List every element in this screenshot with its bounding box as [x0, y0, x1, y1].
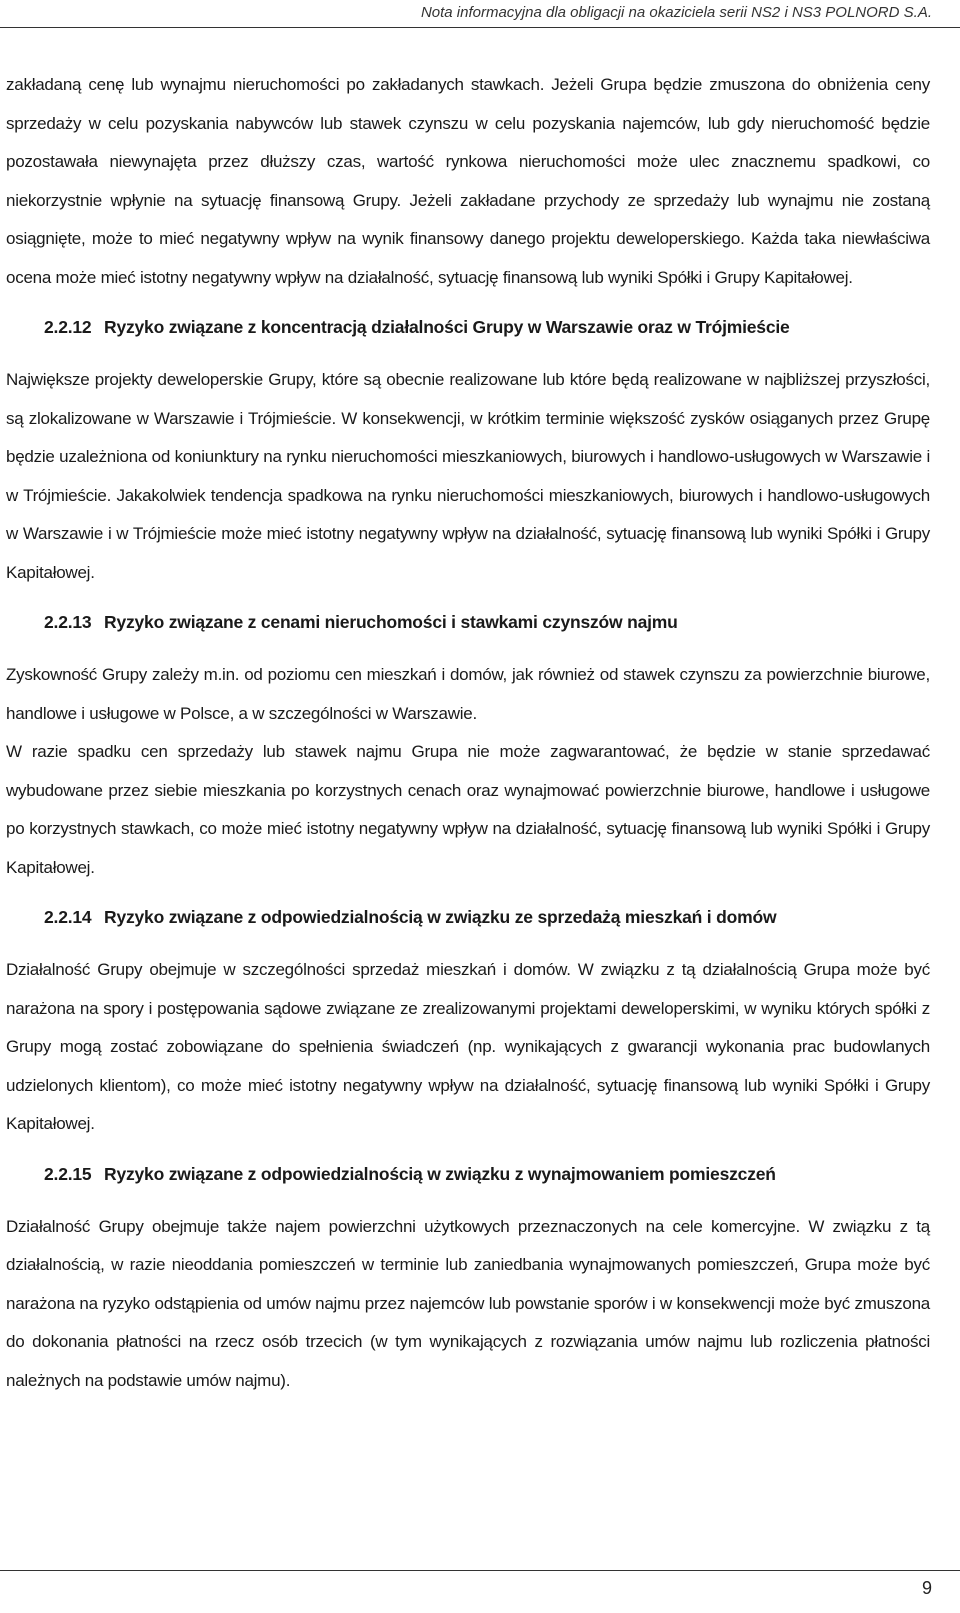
section-2-2-12: [6, 307, 930, 592]
paragraph: W razie spadku cen sprzedaży lub stawek najmu Grupa nie może zagwarantować, że będzie w stanie sprzedawać wybudowane przez siebie mieszkania po korzystnych cenach oraz wynajmować powierzchnie biurowe, handlowe i usługowe po korzystnych stawkach, co może mieć istotny negatywny wpływ na działalność, sytuację finansową lub wyniki Spółki i Grupy Kapitałowej.: [6, 742, 930, 877]
document-body: [6, 66, 930, 1400]
paragraph: Największe projekty deweloperskie Grupy, które są obecnie realizowane lub które będą realizowane w najbliższej przyszłości, są zlokalizowane w Warszawie i Trójmieście. W konsekwencji, w krótkim terminie większość zysków osiąganych przez Grupę będzie uzależniona od koniunktury na rynku nieruchomości mieszkaniowych, biurowych i handlowo-usługowych w Warszawie i w Trójmieście. Jakakolwiek tendencja spadkowa na rynku nieruchomości mieszkaniowych, biurowych i handlowo-usługowych w Warszawie i w Trójmieście może mieć istotny negatywny wpływ na działalność, sytuację finansową lub wyniki Spółki i Grupy Kapitałowej.: [6, 370, 930, 582]
header-divider: [0, 27, 960, 28]
section-heading: [6, 897, 930, 937]
footer-divider: [0, 1570, 960, 1571]
section-number: 2.2.14: [44, 907, 92, 927]
section-title: Ryzyko związane z odpowiedzialnością w związku z wynajmowaniem pomieszczeń: [104, 1163, 776, 1184]
document-header: Nota informacyjna dla obligacji na okaziciela serii NS2 i NS3 POLNORD S.A.: [420, 4, 932, 21]
paragraph: Zyskowność Grupy zależy m.in. od poziomu cen mieszkań i domów, jak również od stawek czynszu za powierzchnie biurowe, handlowe i usługowe w Polsce, a w szczególności w Warszawie.: [6, 665, 930, 723]
section-heading: [6, 307, 930, 347]
intro-paragraph: zakładaną cenę lub wynajmu nieruchomości po zakładanych stawkach. Jeżeli Grupa będzie zmuszona do obniżenia ceny sprzedaży w celu pozyskania nabywców lub stawek czynszu w celu pozyskania najemców, lub gdy nieruchomość będzie pozostawała niewynajęta przez dłuższy czas, wartość rynkowa nieruchomości może ulec znacznemu spadkowi, co niekorzystnie wpłynie na sytuację finansową Grupy. Jeżeli zakładane przychody ze sprzedaży lub wynajmu nie zostaną osiągnięte, może to mieć negatywny wpływ na wynik finansowy danego projektu deweloperskiego. Każda taka niewłaściwa ocena może mieć istotny negatywny wpływ na działalność, sytuację finansową lub wyniki Spółki i Grupy Kapitałowej.: [6, 75, 930, 287]
section-heading: [6, 1154, 930, 1194]
paragraph: Działalność Grupy obejmuje także najem powierzchni użytkowych przeznaczonych na cele komercyjne. W związku z tą działalnością, w razie nieoddania pomieszczeń w terminie lub zaniedbania wynajmowanych pomieszczeń, Grupa może być narażona na ryzyko odstąpienia od umów najmu przez najemców lub powstanie sporów i w konsekwencji może być zmuszona do dokonania płatności na rzecz osób trzecich (w tym wynikających z rozwiązania umów najmu lub rozliczenia płatności należnych na podstawie umów najmu).: [6, 1216, 930, 1390]
paragraph: Działalność Grupy obejmuje w szczególności sprzedaż mieszkań i domów. W związku z tą działalnością Grupa może być narażona na spory i postępowania sądowe związane ze zrealizowanymi projektami deweloperskimi, w wyniku których spółki z Grupy mogą zostać zobowiązane do spełnienia świadczeń (np. wynikających z gwarancji wykonania prac budowlanych udzielonych klientom), co może mieć istotny negatywny wpływ na działalność, sytuację finansową lub wyniki Spółki i Grupy Kapitałowej.: [6, 960, 930, 1133]
section-number: 2.2.13: [44, 612, 92, 632]
section-title: Ryzyko związane z cenami nieruchomości i stawkami czynszów najmu: [104, 612, 678, 632]
section-2-2-13: [6, 602, 930, 887]
section-title: Ryzyko związane z koncentracją działalności Grupy w Warszawie oraz w Trójmieście: [104, 317, 790, 337]
section-number: 2.2.12: [44, 317, 92, 337]
section-title: Ryzyko związane z odpowiedzialnością w związku ze sprzedażą mieszkań i domów: [104, 907, 777, 927]
section-number: 2.2.15: [44, 1163, 92, 1184]
section-2-2-14: [6, 897, 930, 1144]
page-number: 9: [921, 1578, 932, 1598]
section-heading: [6, 602, 930, 642]
section-2-2-15: [6, 1154, 930, 1401]
